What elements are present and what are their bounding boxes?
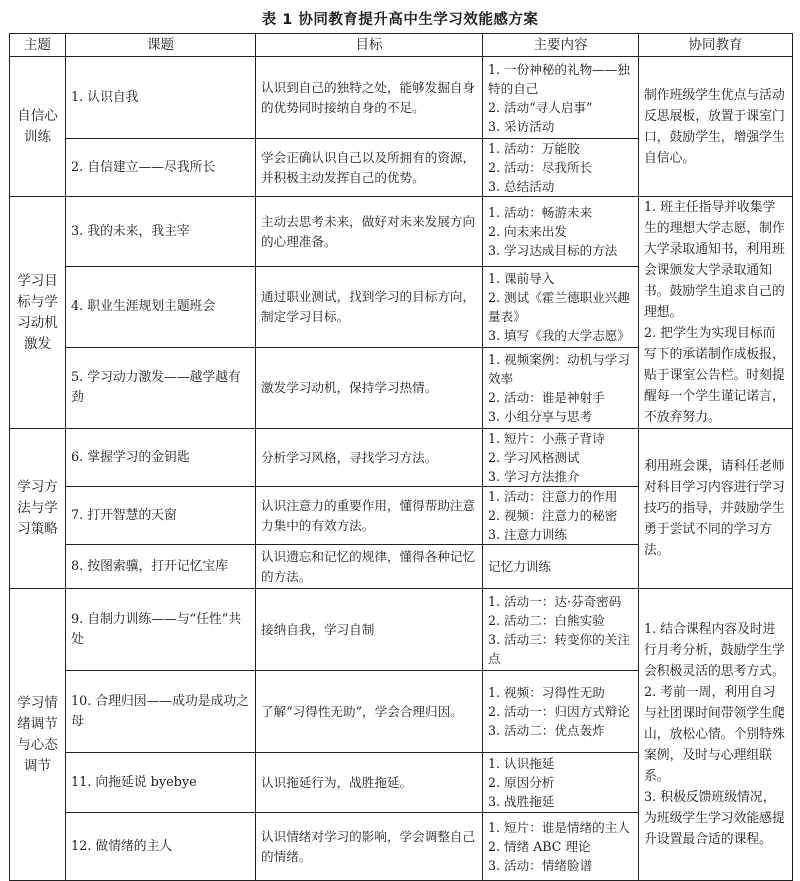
content-cell: [483, 589, 639, 671]
goal-cell: 认识遗忘和记忆的规律，懂得各种记忆的方法。: [256, 545, 483, 589]
content-cell: [483, 57, 639, 139]
content-cell: [483, 197, 639, 267]
content-item: 记忆力训练: [488, 559, 551, 574]
content-item: 3. 小组分享与思考: [488, 409, 593, 425]
header-row: [10, 34, 793, 57]
theme-cell: 学习情绪调节与心态调节: [10, 589, 66, 881]
content-item: 2. 活动：尽我所长: [488, 160, 593, 175]
content-cell: [483, 545, 639, 589]
theme-cell: 学习目标与学习动机激发: [10, 197, 66, 429]
collab-cell: 制作班级学生优点与活动反思展板，放置于课室门口，鼓励学生，增强学生自信心。: [639, 57, 793, 197]
content-cell: [483, 487, 639, 545]
collab-cell: 1. 班主任指导并收集学生的理想大学志愿，制作大学录取通知书，利用班会课颁发大学录取通知书。鼓励学生追求自己的理想。 2. 把学生为实现目标而写下的承诺制作成板报，贴于课室公告栏。时刻提醒每一个学生谨记诺言，不放弃努力。: [639, 197, 793, 429]
header-topic: 课题: [66, 34, 256, 57]
goal-cell: 认识注意力的重要作用，懂得帮助注意力集中的有效方法。: [256, 487, 483, 545]
goal-cell: 认识拖延行为，战胜拖延。: [256, 753, 483, 813]
collab-cell: 利用班会课，请科任老师对科目学习内容进行学习技巧的指导，并鼓励学生勇于尝试不同的学习方法。: [639, 429, 793, 589]
goal-cell: 激发学习动机，保持学习热情。: [256, 348, 483, 429]
topic-cell: 2. 自信建立——尽我所长: [66, 139, 256, 197]
content-item: 3. 注意力训练: [488, 527, 567, 542]
content-item: 3. 活动二：优点轰炸: [488, 723, 605, 738]
content-item: 1. 活动：万能胶: [488, 141, 580, 156]
goal-cell: 接纳自我，学习自制: [256, 589, 483, 671]
content-item: 3. 活动三：转变你的关注点: [488, 631, 630, 666]
topic-cell: 3. 我的未来，我主宰: [66, 197, 256, 267]
content-item: 1. 活动：注意力的作用: [488, 489, 618, 504]
content-item: 2. 情绪 ABC 理论: [488, 839, 591, 854]
content-cell: [483, 429, 639, 487]
collab-cell: 1. 结合课程内容及时进行月考分析，鼓励学生学会积极灵活的思考方式。 2. 考前一周，利用自习与社团课时间带领学生爬山，放松心情。个别特殊案例，及时与心理组联系。 3. 积极反馈班级情况，为班级学生学习效能感提升设置最合适的课程。: [639, 589, 793, 881]
content-item: 1. 认识拖延: [488, 756, 555, 771]
content-item: 1. 活动一：达·芬奇密码: [488, 593, 622, 609]
content-item: 2. 活动一：归因方式辩论: [488, 704, 630, 719]
header-content: 主要内容: [483, 34, 639, 57]
topic-cell: 11. 向拖延说 byebye: [66, 753, 256, 813]
content-item: 1. 短片：谁是情绪的主人: [488, 820, 630, 835]
content-item: 3. 总结活动: [488, 179, 555, 194]
content-cell: [483, 267, 639, 348]
goal-cell: 认识情绪对学习的影响，学会调整自己的情绪。: [256, 813, 483, 881]
content-item: 2. 活动二：白熊实验: [488, 612, 605, 628]
content-item: 1. 课前导入: [488, 271, 555, 287]
header-collab: 协同教育: [639, 34, 793, 57]
content-item: 2. 活动：谁是神射手: [488, 390, 605, 406]
content-item: 3. 战胜拖延: [488, 794, 555, 809]
content-item: 2. 学习风格测试: [488, 450, 580, 465]
goal-cell: 通过职业测试，找到学习的目标方向，制定学习目标。: [256, 267, 483, 348]
content-item: 3. 活动：情绪脸谱: [488, 858, 593, 873]
content-item: 3. 采访活动: [488, 118, 555, 134]
content-cell: [483, 671, 639, 753]
topic-cell: 1. 认识自我: [66, 57, 256, 139]
table-row: [10, 589, 793, 671]
goal-cell: 分析学习风格，寻找学习方法。: [256, 429, 483, 487]
program-table: [9, 33, 793, 881]
content-item: 2. 向未来出发: [488, 224, 567, 240]
topic-cell: 7. 打开智慧的天窗: [66, 487, 256, 545]
content-item: 3. 填写《我的大学志愿》: [488, 328, 630, 344]
table-caption: 表 1 协同教育提升高中生学习效能感方案: [261, 12, 539, 28]
table-body: [10, 57, 793, 881]
topic-cell: 9. 自制力训练——与“任性”共处: [66, 589, 256, 671]
content-item: 1. 视频：习得性无助: [488, 685, 605, 700]
content-cell: [483, 813, 639, 881]
content-item: 1. 活动：畅游未来: [488, 205, 593, 221]
content-item: 1. 一份神秘的礼物——独特的自己: [488, 61, 630, 96]
topic-cell: 4. 职业生涯规划主题班会: [66, 267, 256, 348]
topic-cell: 6. 掌握学习的金钥匙: [66, 429, 256, 487]
goal-cell: 学会正确认识自己以及所拥有的资源，并积极主动发挥自己的优势。: [256, 139, 483, 197]
content-item: 3. 学习方法推介: [488, 469, 580, 484]
header-goal: 目标: [256, 34, 483, 57]
table-row: [10, 57, 793, 139]
topic-cell: 12. 做情绪的主人: [66, 813, 256, 881]
goal-cell: 了解“习得性无助”，学会合理归因。: [256, 671, 483, 753]
header-theme: 主题: [10, 34, 66, 57]
content-item: 1. 短片：小燕子背诗: [488, 431, 605, 446]
theme-cell: 学习方法与学习策略: [10, 429, 66, 589]
content-item: 2. 视频：注意力的秘密: [488, 508, 618, 523]
table-row: [10, 197, 793, 267]
goal-cell: 认识到自己的独特之处，能够发掘自身的优势同时接纳自身的不足。: [256, 57, 483, 139]
content-item: 3. 学习达成目标的方法: [488, 243, 618, 259]
topic-cell: 10. 合理归因——成功是成功之母: [66, 671, 256, 753]
goal-cell: 主动去思考未来，做好对未来发展方向的心理准备。: [256, 197, 483, 267]
content-item: 2. 测试《霍兰德职业兴趣量表》: [488, 290, 630, 325]
content-cell: [483, 753, 639, 813]
content-cell: [483, 348, 639, 429]
topic-cell: 5. 学习动力激发——越学越有劲: [66, 348, 256, 429]
table-row: [10, 429, 793, 487]
topic-cell: 8. 按图索骥，打开记忆宝库: [66, 545, 256, 589]
content-item: 2. 原因分析: [488, 775, 555, 790]
content-cell: [483, 139, 639, 197]
theme-cell: 自信心训练: [10, 57, 66, 197]
content-item: 2. 活动“寻人启事”: [488, 99, 593, 115]
content-item: 1. 视频案例：动机与学习效率: [488, 352, 630, 387]
